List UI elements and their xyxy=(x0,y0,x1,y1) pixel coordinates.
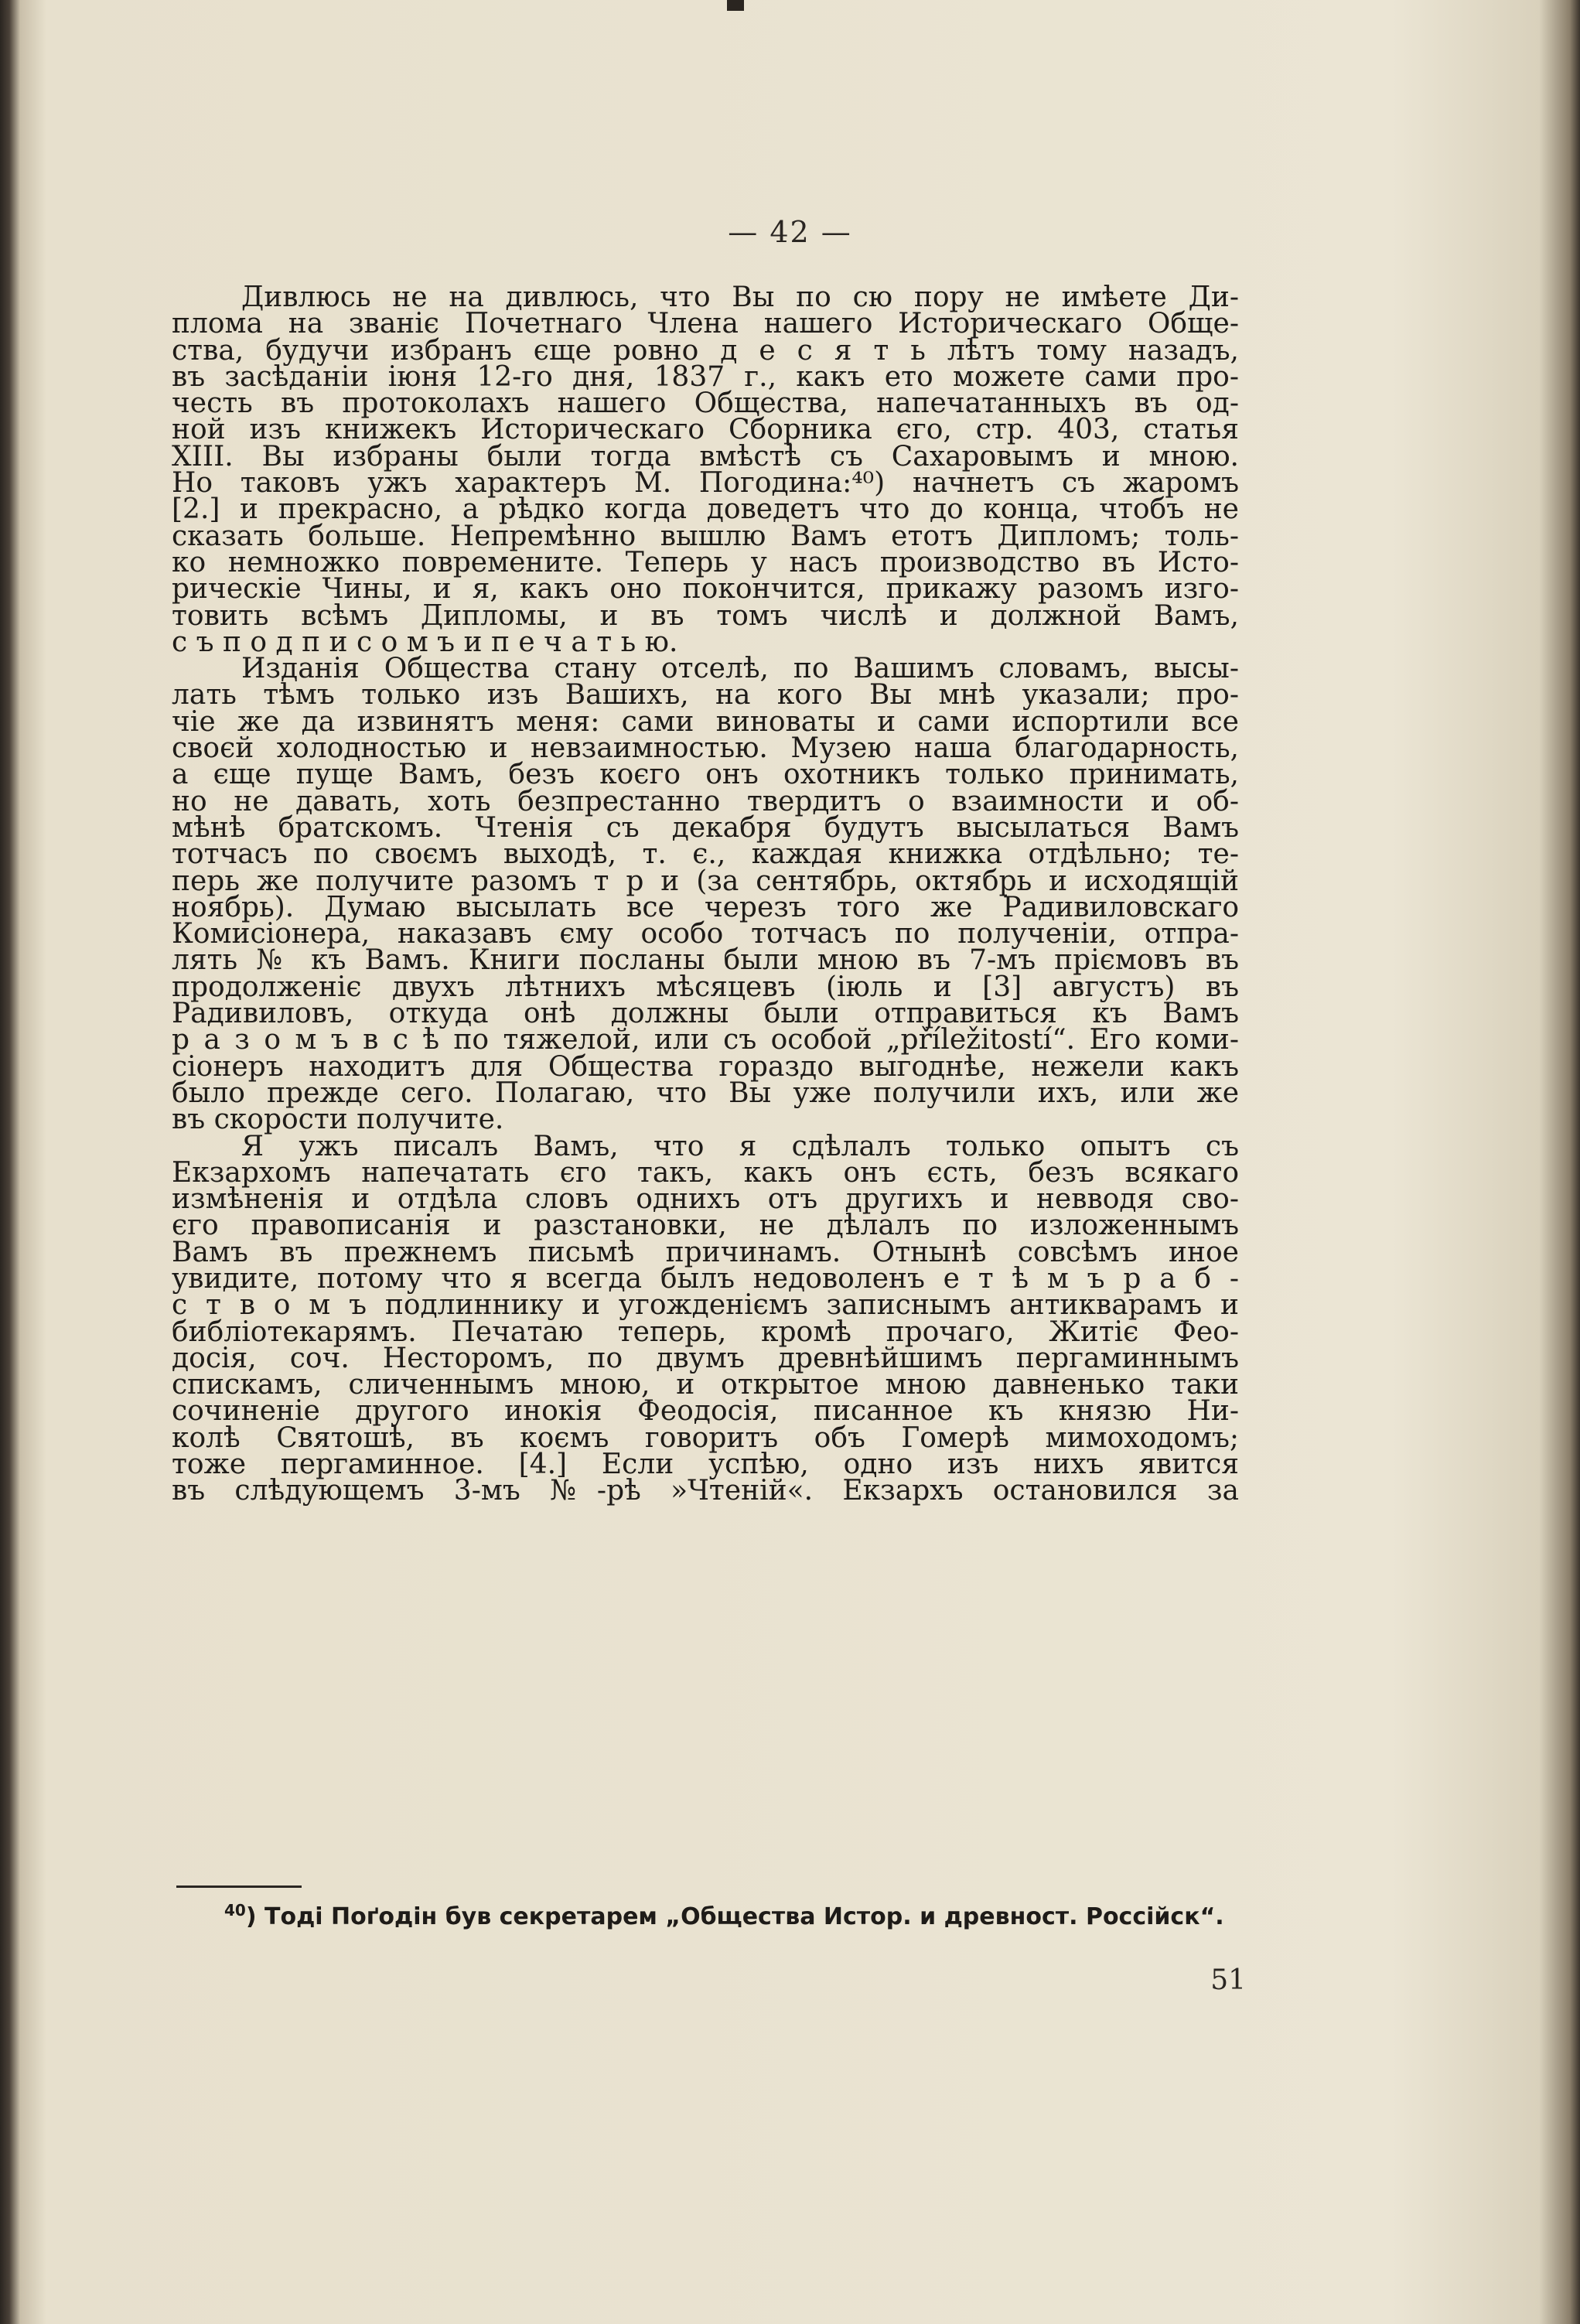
text-line: сіонеръ находитъ для Общества гораздо выгоднѣе, нежели какъ xyxy=(172,1050,1239,1083)
text-line: колѣ Святошѣ, въ коємъ говоритъ объ Гомерѣ мимоходомъ; xyxy=(172,1421,1239,1454)
text-line: перь же получите разомъ т р и (за сентябрь, октябрь и исходящій xyxy=(172,865,1239,897)
page-number-header: — 42 — xyxy=(728,215,852,249)
text-line: плома на званіє Почетнаго Члена нашего Историческаго Обще- xyxy=(172,308,1239,340)
text-line: спискамъ, сличеннымъ мною, и открытое мною давненько таки xyxy=(172,1369,1239,1401)
text-line: измѣненія и отдѣла словъ однихъ отъ другихъ и невводя сво- xyxy=(172,1183,1239,1216)
text-line: Екзархомъ напечатать єго такъ, какъ онъ єсть, безъ всякаго xyxy=(172,1156,1239,1189)
text-line: XIII. Вы избраны были тогда вмѣстѣ съ Сахаровымъ и мною. xyxy=(172,440,1239,473)
text-line: но не давать, хоть безпрестанно твердитъ о взаимности и об- xyxy=(172,785,1239,817)
text-line: тотчасъ по своємъ выходѣ, т. є., каждая книжка отдѣльно; те- xyxy=(172,838,1239,871)
text-line: сказать больше. Непремѣнно вышлю Вамъ етотъ Дипломъ; толь- xyxy=(172,520,1239,552)
footnote-marker: 40 xyxy=(224,1901,246,1920)
text-line: лять № къ Вамъ. Книги посланы были мною въ 7-мъ пріємовъ въ xyxy=(172,944,1239,977)
text-line: [2.] и прекрасно, а рѣдко когда доведетъ что до конца, чтобъ не xyxy=(172,493,1239,526)
text-line: с ъ п о д п и с о м ъ и п е ч а т ь ю. xyxy=(172,626,678,658)
text-line: ной изъ книжекъ Историческаго Сборника єго, стр. 403, статья xyxy=(172,414,1239,446)
text-line: лать тѣмъ только изъ Вашихъ, на кого Вы мнѣ указали; про- xyxy=(172,679,1239,712)
text-line: Изданія Общества стану отселѣ, по Вашимъ словамъ, высы- xyxy=(241,653,1239,685)
text-line: с т в о м ъ подлиннику и угожденіємъ записнымъ антикварамъ и xyxy=(172,1289,1239,1322)
text-line: честь въ протоколахъ нашего Общества, напечатанныхъ въ од- xyxy=(172,387,1239,420)
body-text xyxy=(172,282,1239,1507)
text-line: Радивиловъ, откуда онѣ должны были отправиться къ Вамъ xyxy=(172,998,1239,1030)
text-line: єго правописанія и разстановки, не дѣлалъ по изложеннымъ xyxy=(172,1210,1239,1242)
text-line: въ засѣданіи іюня 12-го дня, 1837 г., какъ ето можете сами про- xyxy=(172,360,1239,393)
text-line: рическіе Чины, и я, какъ оно покончится, прикажу разомъ изго- xyxy=(172,573,1239,606)
text-line: Вамъ въ прежнемъ письмѣ причинамъ. Отнынѣ совсѣмъ иное xyxy=(172,1236,1239,1268)
text-line: своєй холодностью и невзаимностью. Музею наша благодарность, xyxy=(172,732,1239,765)
footnote-text: ) Тоді Поґодін був секретарем „Общества Истор. и древност. Россійск“. xyxy=(245,1903,1224,1930)
text-line: было прежде сего. Полагаю, что Вы уже получили ихъ, или же xyxy=(172,1077,1239,1109)
footnote xyxy=(224,1901,1224,1930)
text-line: ства, будучи избранъ єще ровно д е с я т ь лѣтъ тому назадъ, xyxy=(172,334,1239,367)
printer-signature-number: 51 xyxy=(1210,1964,1246,1996)
text-line: Но таковъ ужъ характеръ М. Погодина:⁴⁰) начнетъ съ жаромъ xyxy=(172,467,1239,500)
text-line: досія, соч. Несторомъ, по двумъ древнѣйшимъ пергаминнымъ xyxy=(172,1342,1239,1374)
footnote-rule xyxy=(176,1885,302,1888)
text-line: ноябрь). Думаю высылать все черезъ того же Радивиловскаго xyxy=(172,891,1239,923)
text-line: Дивлюсь не на дивлюсь, что Вы по сю пору не имѣете Ди- xyxy=(241,282,1239,313)
text-line: мѣнѣ братскомъ. Чтенія съ декабря будутъ высылаться Вамъ xyxy=(172,811,1239,844)
text-line: тоже пергаминное. [4.] Если успѣю, одно изъ нихъ явится xyxy=(172,1449,1239,1481)
text-line: а єще пуще Вамъ, безъ коєго онъ охотникъ только принимать, xyxy=(172,759,1239,791)
text-line: ко немножко повремените. Теперь у насъ производство въ Исто- xyxy=(172,546,1239,578)
text-line: чіе же да извинятъ меня: сами виноваты и сами испортили все xyxy=(172,705,1239,738)
text-line: Комисіонера, наказавъ єму особо тотчасъ по полученіи, отпра- xyxy=(172,918,1239,950)
text-line: библіотекарямъ. Печатаю теперь, кромѣ прочаго, Житіє Фео- xyxy=(172,1316,1239,1348)
text-line: въ скорости получите. xyxy=(172,1104,504,1136)
text-line: увидите, потому что я всегда былъ недоволенъ е т ѣ м ъ р а б - xyxy=(172,1262,1239,1295)
text-line: въ слѣдующемъ 3-мъ №-рѣ »Чтеній«. Екзархъ остановился за xyxy=(172,1475,1239,1507)
text-line: сочиненіе другого инокія Феодосія, писанное къ князю Ни- xyxy=(172,1395,1239,1428)
text-line: продолженіє двухъ лѣтнихъ мѣсяцевъ (іюль и [3] августъ) въ xyxy=(172,971,1239,1003)
text-line: Я ужъ писалъ Вамъ, что я сдѣлалъ только опытъ съ xyxy=(241,1130,1239,1162)
text-line: р а з о м ъ в с ѣ по тяжелой, или съ особой „příležitostí“. Его коми- xyxy=(172,1024,1239,1056)
text-line: товить всѣмъ Дипломы, и въ томъ числѣ и должной Вамъ, xyxy=(172,599,1239,632)
